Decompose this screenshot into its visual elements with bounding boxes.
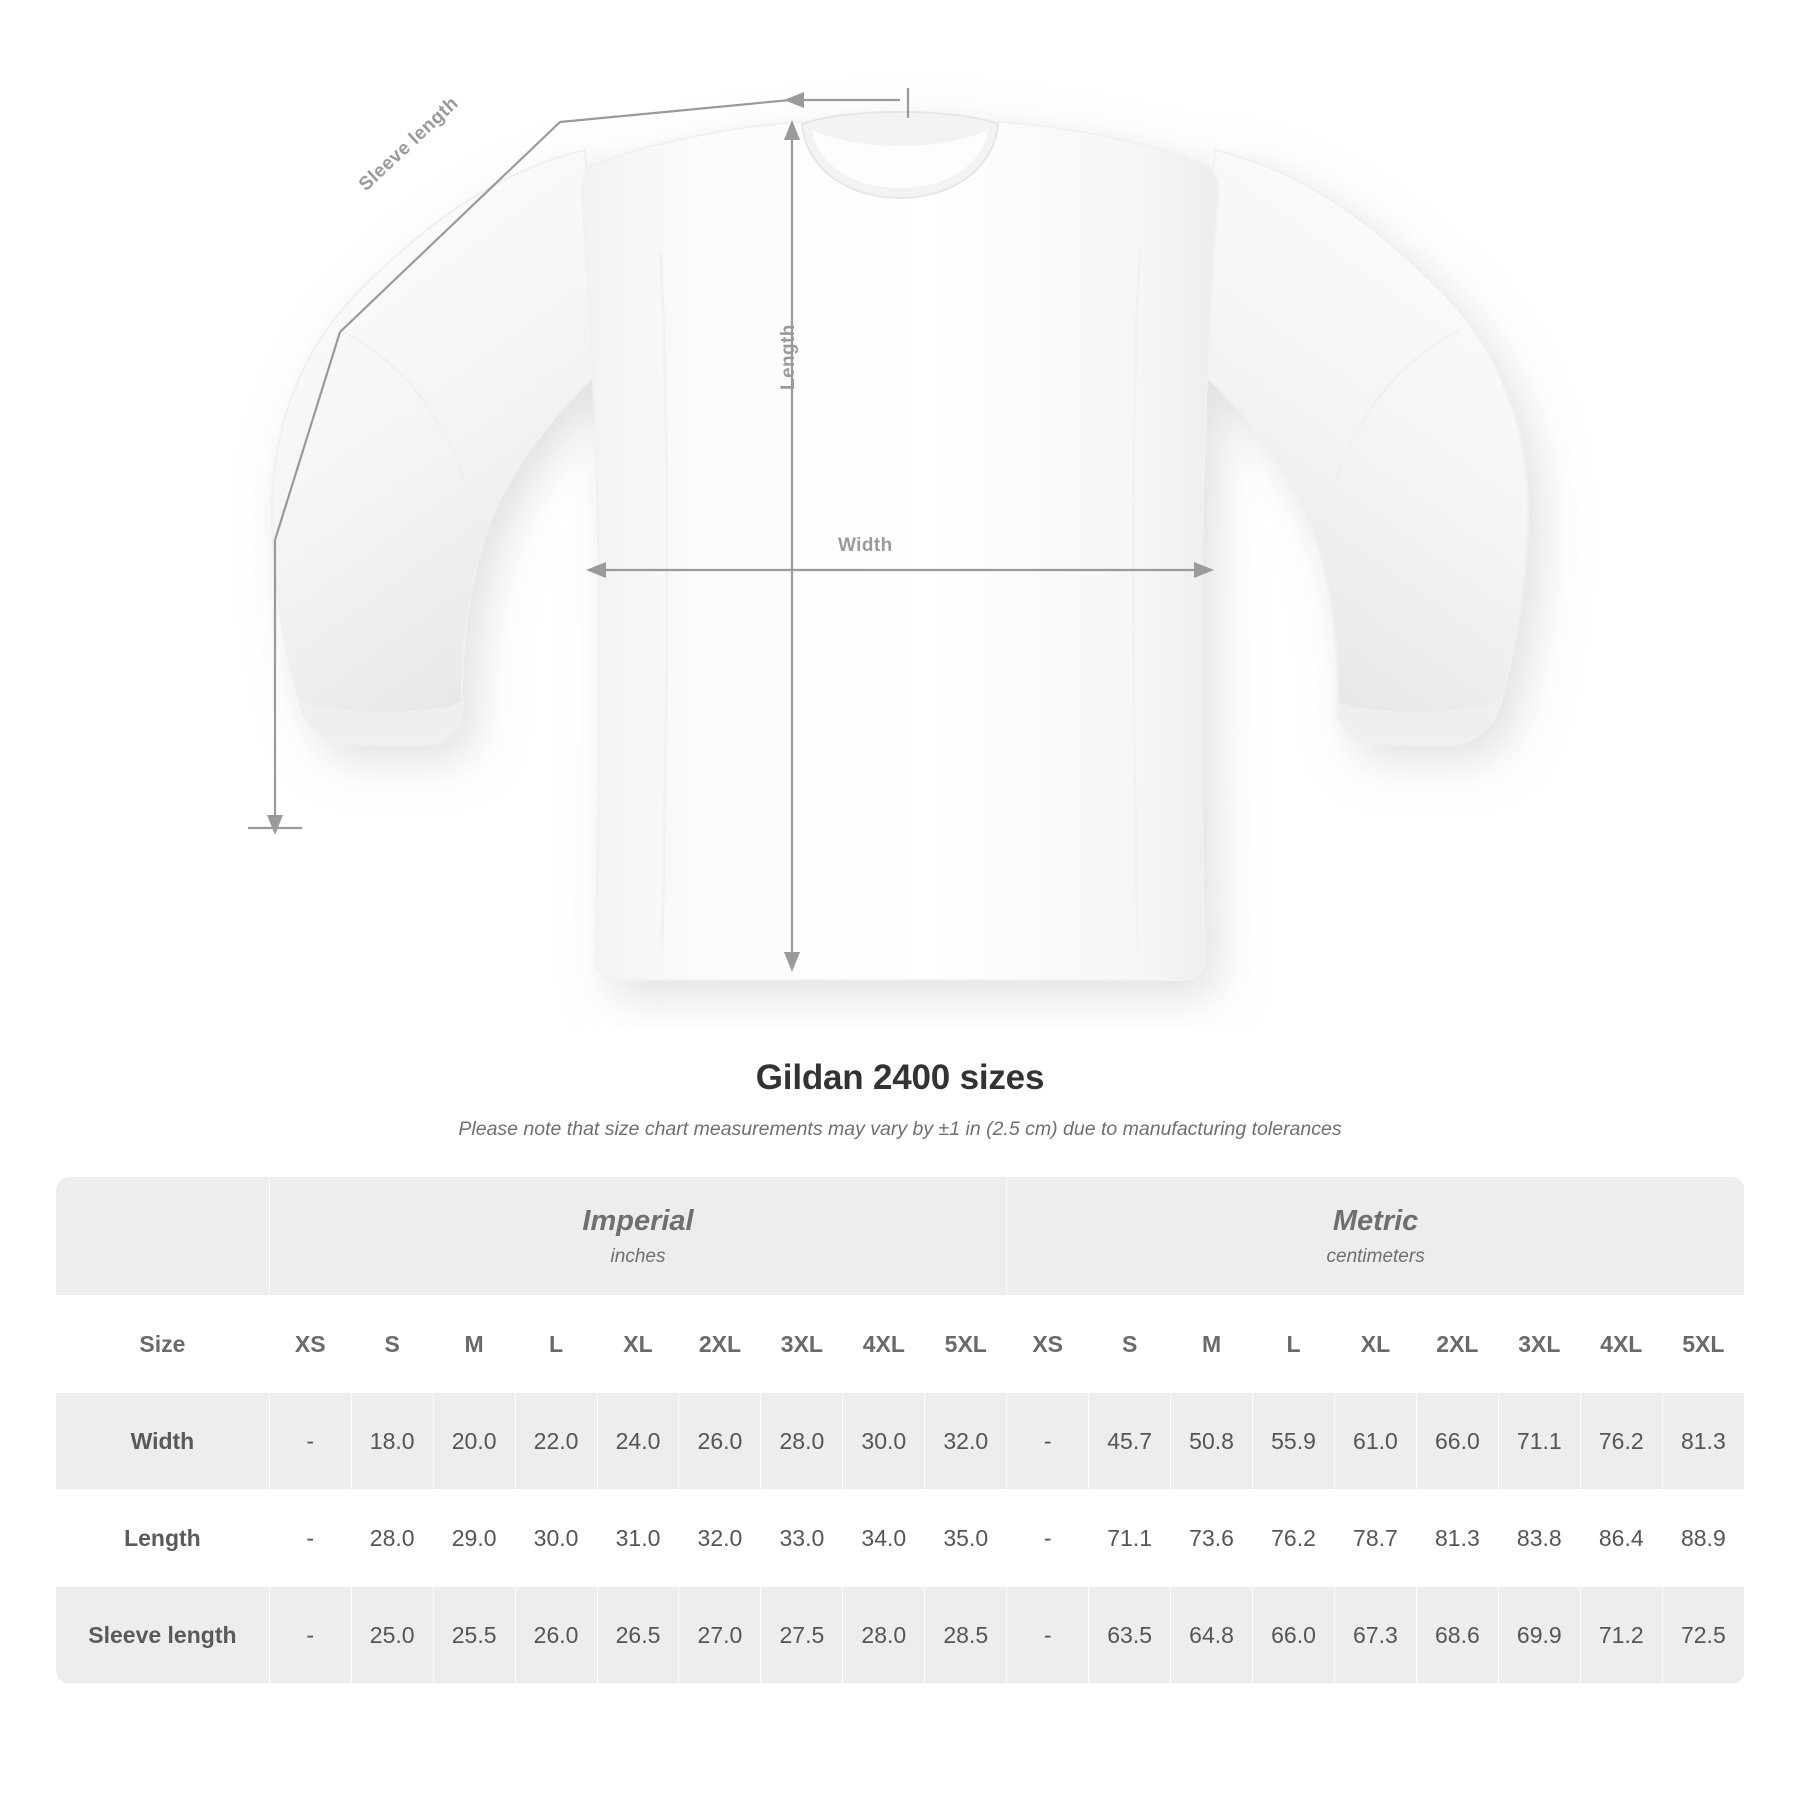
cell-width-met-8: 81.3 xyxy=(1662,1393,1744,1490)
label-width: Width xyxy=(838,535,893,556)
unit-group-metric-sub: centimeters xyxy=(1326,1245,1425,1267)
header-size-2xl-met: 2XL xyxy=(1416,1296,1498,1393)
tolerance-note: Please note that size chart measurements may vary by ±1 in (2.5 cm) due to manufacturing tolerances xyxy=(458,1118,1342,1140)
cell-width-met-2: 50.8 xyxy=(1171,1393,1253,1490)
cell-width-imp-6: 28.0 xyxy=(761,1393,843,1490)
title-block xyxy=(0,1058,1800,1141)
cell-width-imp-5: 26.0 xyxy=(679,1393,761,1490)
cell-length-imp-7: 34.0 xyxy=(843,1490,925,1587)
cell-length-imp-5: 32.0 xyxy=(679,1490,761,1587)
unit-group-imperial-sub: inches xyxy=(610,1245,666,1267)
unit-header-spacer xyxy=(56,1177,270,1296)
cell-width-imp-2: 20.0 xyxy=(433,1393,515,1490)
cell-width-met-6: 71.1 xyxy=(1498,1393,1580,1490)
cell-sleeve-imp-5: 27.0 xyxy=(679,1587,761,1684)
table-row-width xyxy=(56,1393,1745,1490)
cell-sleeve-met-8: 72.5 xyxy=(1662,1587,1744,1684)
cell-length-met-6: 83.8 xyxy=(1498,1490,1580,1587)
header-size-xl-met: XL xyxy=(1334,1296,1416,1393)
header-size-xl-imp: XL xyxy=(597,1296,679,1393)
cell-width-met-5: 66.0 xyxy=(1416,1393,1498,1490)
cell-width-imp-1: 18.0 xyxy=(351,1393,433,1490)
header-size-s-imp: S xyxy=(351,1296,433,1393)
header-size-3xl-imp: 3XL xyxy=(761,1296,843,1393)
header-size-label: Size xyxy=(56,1296,270,1393)
size-table-wrapper xyxy=(55,1176,1745,1684)
cell-sleeve-imp-0: - xyxy=(269,1587,351,1684)
header-size-2xl-imp: 2XL xyxy=(679,1296,761,1393)
cell-sleeve-imp-6: 27.5 xyxy=(761,1587,843,1684)
cell-width-imp-3: 22.0 xyxy=(515,1393,597,1490)
cell-length-imp-4: 31.0 xyxy=(597,1490,679,1587)
cell-width-imp-0: - xyxy=(269,1393,351,1490)
row-label-width: Width xyxy=(56,1393,270,1490)
cell-width-imp-7: 30.0 xyxy=(843,1393,925,1490)
header-size-xs-met: XS xyxy=(1007,1296,1089,1393)
unit-group-metric-name: Metric xyxy=(1332,1204,1419,1237)
cell-length-imp-8: 35.0 xyxy=(925,1490,1007,1587)
cell-length-imp-2: 29.0 xyxy=(433,1490,515,1587)
table-row-length xyxy=(56,1490,1745,1587)
header-size-3xl-met: 3XL xyxy=(1498,1296,1580,1393)
cell-sleeve-met-1: 63.5 xyxy=(1089,1587,1171,1684)
size-table xyxy=(55,1176,1745,1684)
cell-width-met-4: 61.0 xyxy=(1334,1393,1416,1490)
cell-sleeve-met-5: 68.6 xyxy=(1416,1587,1498,1684)
cell-width-met-1: 45.7 xyxy=(1089,1393,1171,1490)
cell-sleeve-met-6: 69.9 xyxy=(1498,1587,1580,1684)
cell-width-met-7: 76.2 xyxy=(1580,1393,1662,1490)
unit-group-imperial-name: Imperial xyxy=(582,1204,694,1237)
unit-header-row xyxy=(56,1177,1745,1296)
unit-group-metric xyxy=(1007,1177,1745,1296)
cell-sleeve-imp-8: 28.5 xyxy=(925,1587,1007,1684)
cell-sleeve-met-2: 64.8 xyxy=(1171,1587,1253,1684)
cell-length-met-1: 71.1 xyxy=(1089,1490,1171,1587)
cell-length-imp-3: 30.0 xyxy=(515,1490,597,1587)
header-size-l-imp: L xyxy=(515,1296,597,1393)
header-size-l-met: L xyxy=(1253,1296,1335,1393)
cell-length-met-0: - xyxy=(1007,1490,1089,1587)
cell-length-met-8: 88.9 xyxy=(1662,1490,1744,1587)
cell-length-met-4: 78.7 xyxy=(1334,1490,1416,1587)
cell-sleeve-met-3: 66.0 xyxy=(1253,1587,1335,1684)
unit-group-imperial xyxy=(269,1177,1006,1296)
cell-length-met-3: 76.2 xyxy=(1253,1490,1335,1587)
header-size-5xl-met: 5XL xyxy=(1662,1296,1744,1393)
cell-sleeve-imp-3: 26.0 xyxy=(515,1587,597,1684)
cell-sleeve-met-7: 71.2 xyxy=(1580,1587,1662,1684)
label-sleeve-length: Sleeve length xyxy=(355,92,463,196)
header-size-s-met: S xyxy=(1089,1296,1171,1393)
cell-length-imp-6: 33.0 xyxy=(761,1490,843,1587)
row-label-length: Length xyxy=(56,1490,270,1587)
row-label-sleeve-length: Sleeve length xyxy=(56,1587,270,1684)
cell-length-met-2: 73.6 xyxy=(1171,1490,1253,1587)
label-length: Length xyxy=(778,324,799,390)
header-size-4xl-imp: 4XL xyxy=(843,1296,925,1393)
header-size-5xl-imp: 5XL xyxy=(925,1296,1007,1393)
cell-width-met-0: - xyxy=(1007,1393,1089,1490)
cell-length-imp-0: - xyxy=(269,1490,351,1587)
cell-sleeve-imp-2: 25.5 xyxy=(433,1587,515,1684)
cell-length-met-5: 81.3 xyxy=(1416,1490,1498,1587)
cell-sleeve-met-4: 67.3 xyxy=(1334,1587,1416,1684)
cell-sleeve-imp-7: 28.0 xyxy=(843,1587,925,1684)
table-row-sleeve-length xyxy=(56,1587,1745,1684)
cell-length-met-7: 86.4 xyxy=(1580,1490,1662,1587)
header-size-xs-imp: XS xyxy=(269,1296,351,1393)
header-size-4xl-met: 4XL xyxy=(1580,1296,1662,1393)
size-header-row xyxy=(56,1296,1745,1393)
page-title: Gildan 2400 sizes xyxy=(755,1058,1045,1097)
cell-width-imp-4: 24.0 xyxy=(597,1393,679,1490)
cell-width-met-3: 55.9 xyxy=(1253,1393,1335,1490)
header-size-m-met: M xyxy=(1171,1296,1253,1393)
cell-sleeve-imp-4: 26.5 xyxy=(597,1587,679,1684)
cell-length-imp-1: 28.0 xyxy=(351,1490,433,1587)
cell-sleeve-met-0: - xyxy=(1007,1587,1089,1684)
cell-sleeve-imp-1: 25.0 xyxy=(351,1587,433,1684)
header-size-m-imp: M xyxy=(433,1296,515,1393)
cell-width-imp-8: 32.0 xyxy=(925,1393,1007,1490)
